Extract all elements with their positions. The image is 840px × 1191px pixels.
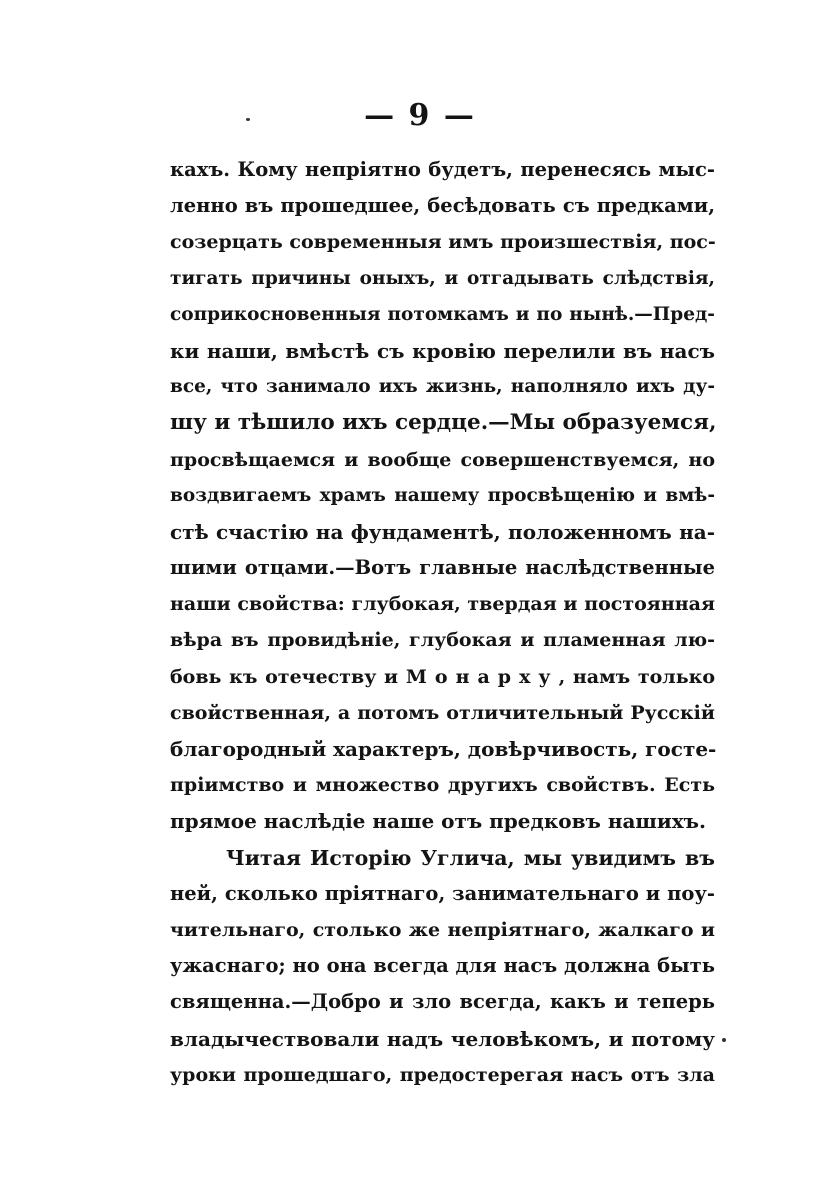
text-line: воздвигаемъ храмъ нашему просвѣщенію и вмѣ-: [170, 484, 715, 506]
text-line: созерцать современныя имъ произшествія, пос-: [170, 231, 716, 254]
text-line: уроки прошедшаго, предостерегая насъ отъ зла: [170, 1063, 715, 1086]
text-line: шими отцами.—Вотъ главные наслѣдственные: [170, 556, 715, 580]
text-line: вѣра въ провидѣніе, глубокая и пламенная лю-: [170, 629, 715, 652]
body-text: [170, 152, 715, 1093]
text-line: шу и тѣшило ихъ сердце.—Мы образуемся,: [170, 410, 717, 436]
page-number: — 9 —: [364, 98, 476, 133]
text-line: пріимство и множество другихъ свойствъ. Есть: [170, 774, 715, 797]
ink-speck: [246, 118, 250, 121]
text-line: благородный характеръ, довѣрчивость, госте-: [170, 737, 717, 761]
text-line: ленно въ прошедшее, бесѣдовать съ предками,: [170, 194, 715, 218]
text-line: бовь къ отечеству и Монарху, намъ только: [170, 665, 715, 688]
text-line: соприкосновенныя потомкамъ и по нынѣ.—Пред-: [170, 303, 715, 325]
text-line: священна.—Добро и зло всегда, какъ и теперь: [170, 990, 715, 1014]
ink-speck: [722, 1038, 726, 1042]
text-line: чительнаго, столько же непріятнаго, жалкаго и: [170, 918, 715, 941]
text-line: ки наши, вмѣстѣ съ кровію перелили въ насъ: [170, 338, 715, 363]
spaced-word: Монарху: [405, 665, 559, 688]
text-line: просвѣщаемся и вообще совершенствуемся, но: [170, 448, 715, 471]
text-line: Читая Исторію Углича, мы увидимъ въ: [226, 845, 715, 870]
text-line: ужаснаго; но она всегда для насъ должна быть: [170, 954, 715, 978]
text-line: все, что занимало ихъ жизнь, наполняло ихъ ду-: [170, 376, 715, 398]
text-line: тигать причины оныхъ, и отгадывать слѣдствія,: [170, 267, 715, 289]
text-line: владычествовали надъ человѣкомъ, и потому: [170, 1026, 715, 1051]
text-line: свойственная, а потомъ отличительный Русскій: [170, 701, 715, 724]
text-line: прямое наслѣдіе наше отъ предковъ нашихъ.: [170, 809, 706, 834]
text-line: стѣ счастію на фундаментѣ, положенномъ на-: [170, 519, 715, 544]
text-line: кахъ. Кому непріятно будетъ, перенесясь мыс-: [170, 158, 715, 181]
text-line: наши свойства: глубокая, твердая и постоянная: [170, 593, 715, 616]
text-line: ней, сколько пріятнаго, занимательнаго и поу-: [170, 881, 715, 905]
